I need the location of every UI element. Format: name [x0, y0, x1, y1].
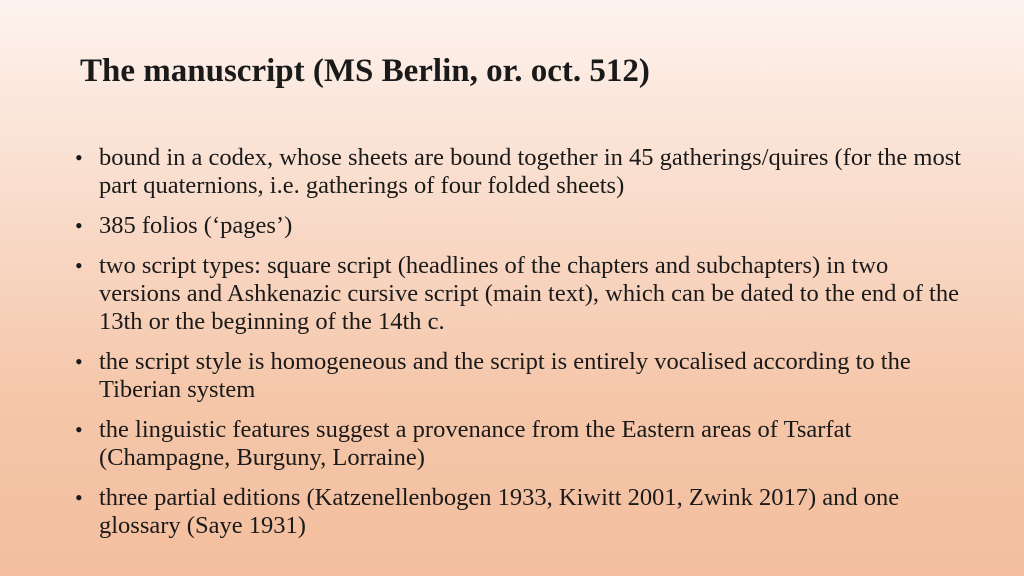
- bullet-text: the script style is homogeneous and the script is entirely vocalised according to the Tiberian system: [99, 348, 911, 403]
- slide-title: The manuscript (MS Berlin, or. oct. 512): [80, 53, 650, 89]
- bullet-list: [73, 144, 973, 552]
- bullet-text: 385 folios (‘pages’): [99, 212, 293, 239]
- bullet-icon: •: [75, 417, 83, 442]
- bullet-text: the linguistic features suggest a provenance from the Eastern areas of Tsarfat (Champagne, Burguny, Lorraine): [99, 416, 852, 471]
- bullet-item: [73, 252, 973, 336]
- bullet-item: [73, 416, 973, 472]
- bullet-text: three partial editions (Katzenellenbogen 1933, Kiwitt 2001, Zwink 2017) and one glossary (Saye 1931): [99, 484, 900, 539]
- bullet-icon: •: [75, 349, 83, 374]
- bullet-item: [73, 212, 973, 240]
- bullet-text: two script types: square script (headlines of the chapters and subchapters) in two versions and Ashkenazic cursive script (main text), which can be dated to the end of the 13th or the beginning of the 14th c.: [99, 252, 959, 335]
- bullet-icon: •: [75, 485, 83, 510]
- bullet-item: [73, 484, 973, 540]
- bullet-item: [73, 144, 973, 200]
- bullet-icon: •: [75, 145, 83, 170]
- bullet-text: bound in a codex, whose sheets are bound together in 45 gatherings/quires (for the most part quaternions, i.e. gatherings of four folded sheets): [99, 144, 962, 199]
- bullet-icon: •: [75, 253, 83, 278]
- bullet-icon: •: [75, 213, 83, 238]
- bullet-item: [73, 348, 973, 404]
